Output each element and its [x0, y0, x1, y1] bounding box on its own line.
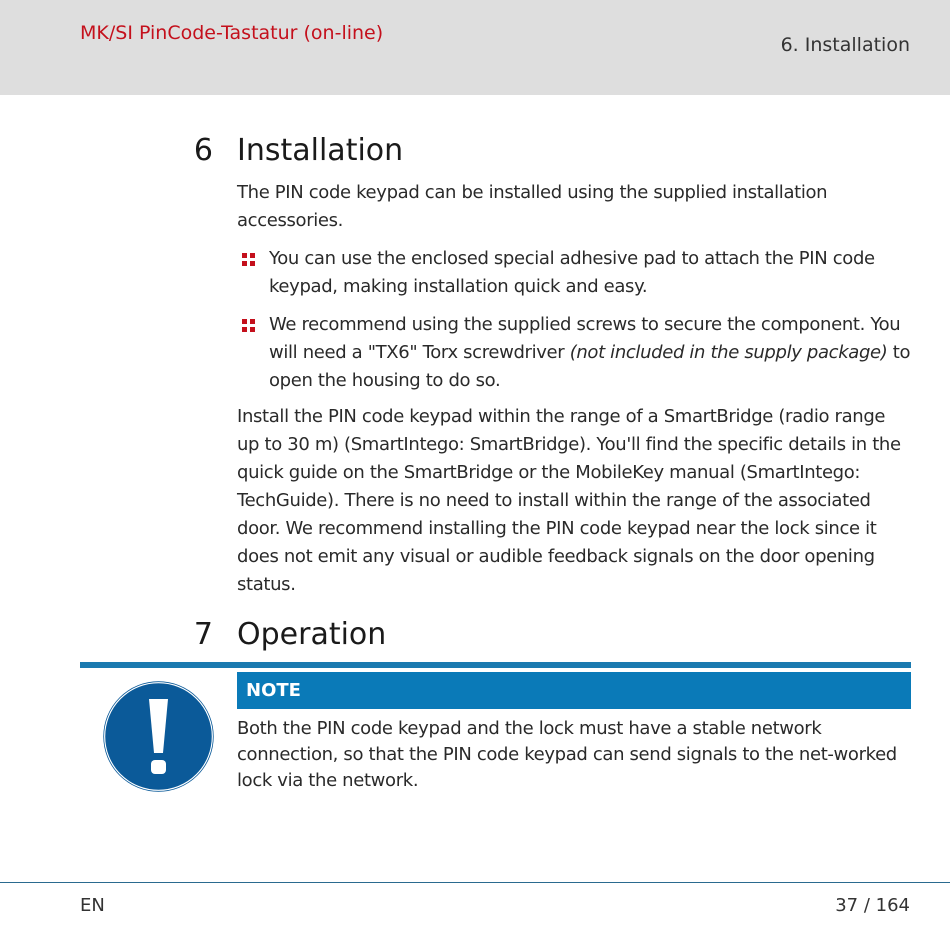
section-number: 7: [193, 617, 213, 652]
section-6-body: [237, 179, 912, 599]
bullet-icon: [242, 253, 255, 266]
list-item-italic: (not included in the supply package): [569, 342, 888, 363]
footer-divider: [0, 882, 950, 883]
note-divider: [80, 662, 911, 668]
list-item-text: You can use the enclosed special adhesive pad to attach the PIN code keypad, making installation quick and easy.: [269, 248, 875, 297]
chapter-reference: 6. Installation: [780, 34, 910, 56]
list-item-text-end: to open the housing to do so.: [269, 342, 911, 391]
bullet-icon: [242, 319, 255, 332]
section-title: Installation: [237, 133, 404, 168]
note-label: NOTE: [237, 672, 911, 709]
page-header: [0, 0, 950, 95]
list-item: [237, 311, 912, 395]
footer-language: EN: [80, 895, 105, 916]
section-title: Operation: [237, 617, 387, 652]
document-title: MK/SI PinCode-Tastatur (on-line): [80, 22, 384, 44]
section-number: 6: [193, 133, 213, 168]
list-item: [237, 245, 912, 301]
range-paragraph: Install the PIN code keypad within the range of a SmartBridge (radio range up to 30 m) (SmartIntego: SmartBridge). You'll find the specific details in the quick guide on the SmartBridge or the MobileKey manual (SmartIntego: TechGuide). There is no need to install within the range of the associated door. We recommend installing the PIN code keypad near the lock since it does not emit any visual or audible feedback signals on the door opening status.: [237, 406, 901, 595]
note-text: Both the PIN code keypad and the lock must have a stable network connection, so that the PIN code keypad can send signals to the net-worked lock via the network.: [237, 718, 897, 791]
exclamation-icon: [103, 681, 214, 792]
list-item-text: We recommend using the supplied screws to secure the component. You will need a "TX6" Torx screwdriver: [269, 314, 901, 363]
intro-paragraph: The PIN code keypad can be installed using the supplied installation accessories.: [237, 182, 828, 231]
page-number: 37 / 164: [835, 895, 910, 916]
